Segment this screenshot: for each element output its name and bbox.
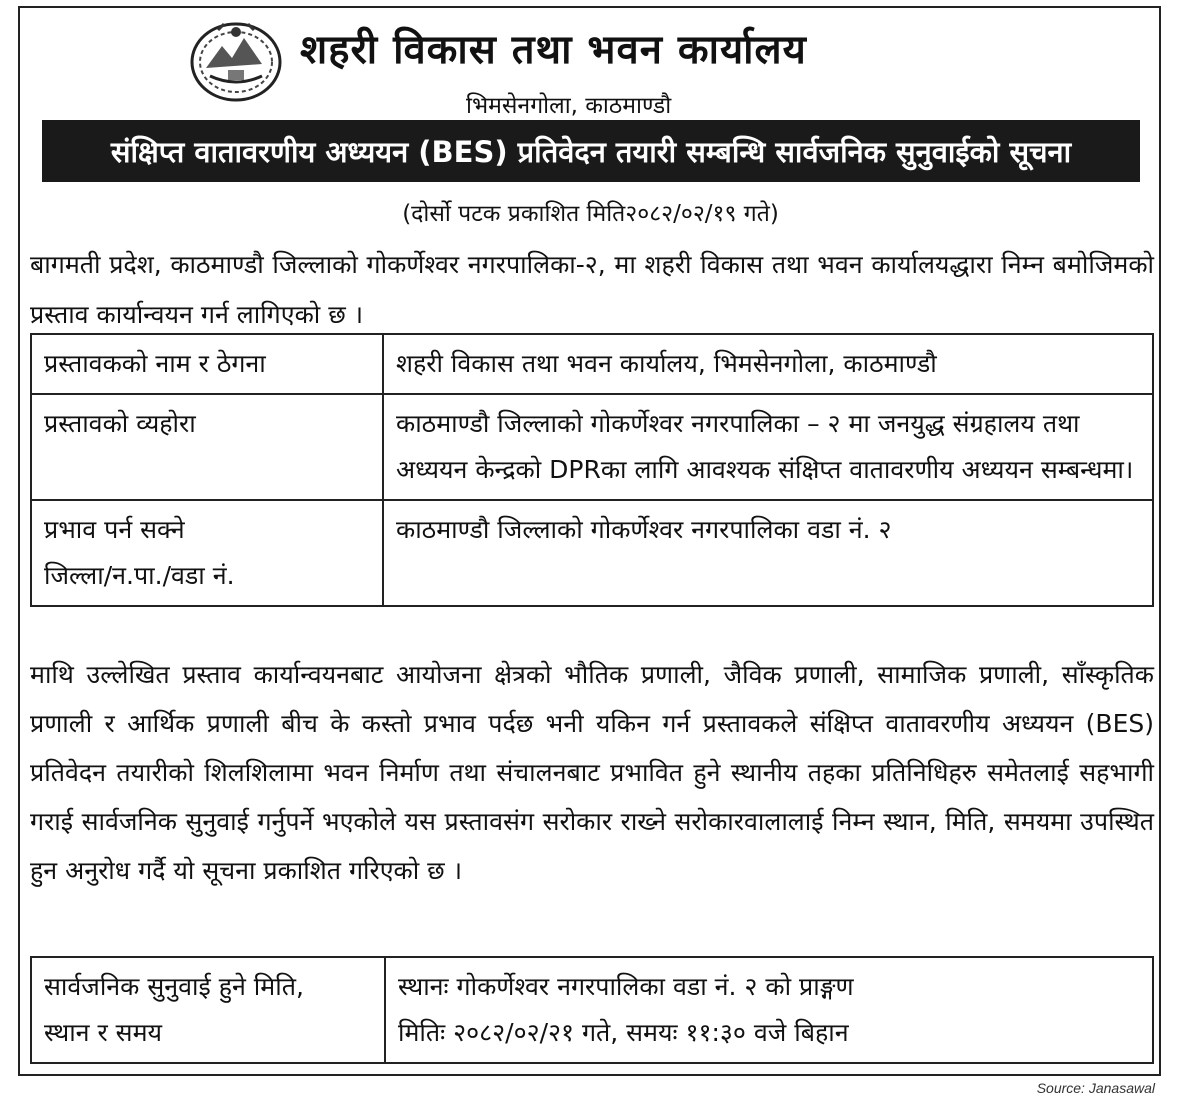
proposer-value: शहरी विकास तथा भवन कार्यालय, भिमसेनगोला, काठमाण्डौ bbox=[383, 334, 1153, 394]
proposal-table bbox=[30, 333, 1154, 607]
proposal-subject-value: काठमाण्डौ जिल्लाको गोकर्णेश्वर नगरपालिका – २ मा जनयुद्ध संग्रहालय तथा अध्ययन केन्द्रको DPRका लागि आवश्यक संक्षिप्त वातावरणीय अध्ययन सम्बन्धमा। bbox=[383, 394, 1153, 500]
hearing-datetime: मितिः २०८२/०२/२१ गते, समयः ११:३० वजे बिहान bbox=[398, 1018, 849, 1047]
hearing-label bbox=[31, 957, 385, 1063]
government-emblem-icon bbox=[188, 18, 284, 102]
source-credit: Source: Janasawal bbox=[1036, 1080, 1155, 1096]
intro-paragraph: बागमती प्रदेश, काठमाण्डौ जिल्लाको गोकर्णेश्वर नगरपालिका-२, मा शहरी विकास तथा भवन कार्यालयद्धारा निम्न बमोजिमको प्रस्ताव कार्यान्वयन गर्न लागिएको छ । bbox=[30, 250, 1154, 329]
notice-title-banner: संक्षिप्त वातावरणीय अध्ययन (BES) प्रतिवेदन तयारी सम्बन्धि सार्वजनिक सुनुवाईको सूचना bbox=[42, 120, 1140, 182]
proposal-subject-label: प्रस्तावको व्यहोरा bbox=[31, 394, 383, 500]
table-row bbox=[31, 394, 1153, 500]
proposer-label: प्रस्तावकको नाम र ठेगना bbox=[31, 334, 383, 394]
hearing-label-line1: सार्वजनिक सुनुवाई हुने मिति, bbox=[44, 972, 304, 1001]
published-date-note: (दोर्सो पटक प्रकाशित मिति२०८२/०२/१९ गते) bbox=[402, 201, 779, 227]
hearing-details bbox=[385, 957, 1153, 1063]
table-row bbox=[31, 957, 1153, 1063]
hearing-location: स्थानः गोकर्णेश्वर नगरपालिका वडा नं. २ को प्राङ्गण bbox=[398, 972, 854, 1001]
hearing-label-line2: स्थान र समय bbox=[44, 1018, 163, 1047]
affected-area-label-line1: प्रभाव पर्न सक्ने bbox=[44, 515, 185, 544]
office-title: शहरी विकास तथा भवन कार्यालय bbox=[300, 27, 807, 73]
affected-area-value: काठमाण्डौ जिल्लाको गोकर्णेश्वर नगरपालिका वडा नं. २ bbox=[383, 500, 1153, 606]
office-address: भिमसेनगोला, काठमाण्डौ bbox=[466, 93, 672, 119]
affected-area-label bbox=[31, 500, 383, 606]
table-row bbox=[31, 500, 1153, 606]
affected-area-label-line2: जिल्ला/न.पा./वडा नं. bbox=[44, 561, 235, 590]
hearing-table bbox=[30, 956, 1154, 1064]
body-paragraph: माथि उल्लेखित प्रस्ताव कार्यान्वयनबाट आयोजना क्षेत्रको भौतिक प्रणाली, जैविक प्रणाली, सामाजिक प्रणाली, साँस्कृतिक प्रणाली र आर्थिक प्रणाली बीच के कस्तो प्रभाव पर्दछ भनी यकिन गर्न प्रस्तावकले संक्षिप्त वातावरणीय अध्ययन (BES) प्रतिवेदन तयारीको शिलशिलामा भवन निर्माण तथा संचालनबाट प्रभावित हुने स्थानीय तहका प्रतिनिधिहरु समेतलाई सहभागी गराई सार्वजनिक सुनुवाई गर्नुपर्ने भएकोले यस प्रस्तावसंग सरोकार राख्ने सरोकारवालालाई निम्न स्थान, मिति, समयमा उपस्थित हुन अनुरोध गर्दै यो सूचना प्रकाशित गरिएको छ । bbox=[30, 660, 1154, 885]
table-row bbox=[31, 334, 1153, 394]
